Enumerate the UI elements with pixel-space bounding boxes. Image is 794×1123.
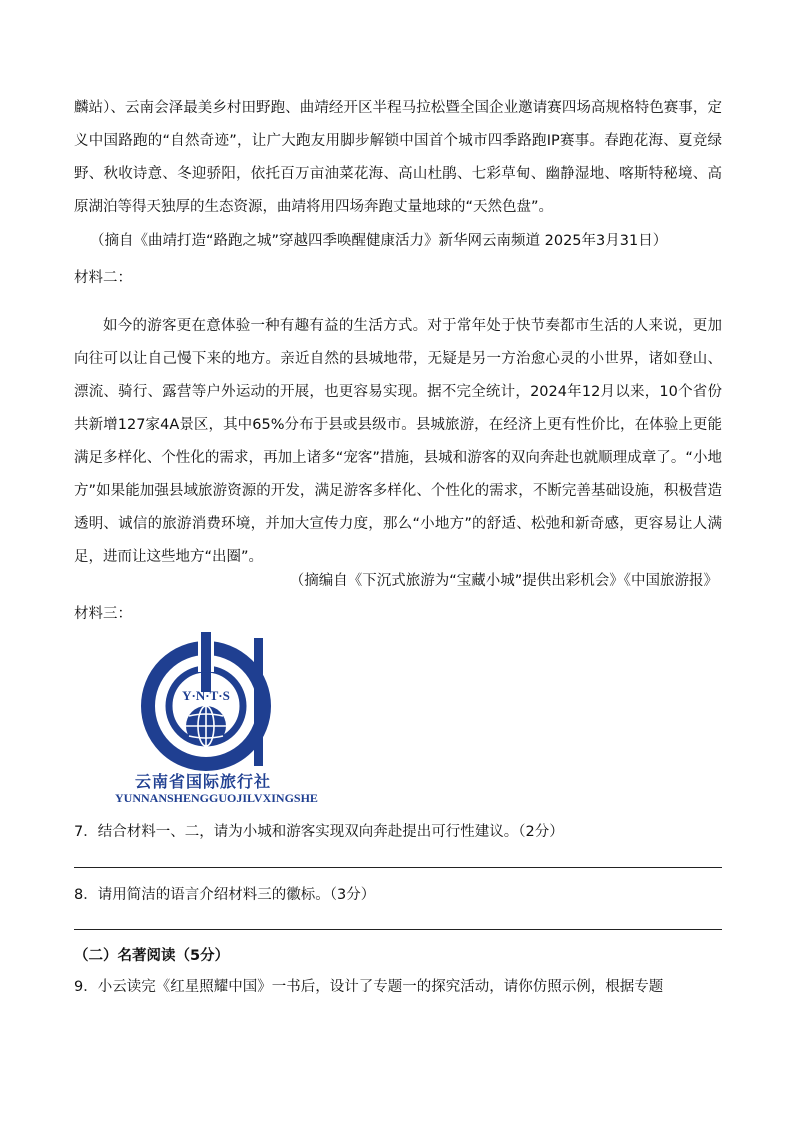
material3-heading: 材料三： xyxy=(74,606,132,622)
question-7: 7．结合材料一、二，请为小城和游客实现双向奔赴提出可行性建议。（2分） xyxy=(74,824,564,840)
question-9: 9．小云读完《红星照耀中国》一书后，设计了专题一的探究活动，请你仿照示例，根据专题 xyxy=(74,979,664,995)
logo-name-en: YUNNANSHENGGUOJILVXINGSHE xyxy=(115,791,318,805)
question-8: 8．请用简洁的语言介绍材料三的徽标。（3分） xyxy=(74,887,376,903)
logo-name-cn: 云南省国际旅行社 xyxy=(135,772,272,791)
material2-paragraph: 如今的游客更在意体验一种有趣有益的生活方式。对于常年处于快节奏都市生活的人来说，更加向往可以让自己慢下来的地方。亲近自然的县城地带，无疑是另一方治愈心灵的小世界，诸如登山、漂流、骑行、露营等户外运动的开展，也更容易实现。据不完全统计，2024年12月以来，10个省份共新增127家4A景区，其中65%分布于县或县级市。县城旅游，在经济上更有性价比，在体验上更能满足多样化、个性化的需求，再加上诸多“宠客”措施，县城和游客的双向奔赴也就顺理成章了。“小地方”如果能加强县域旅游资源的开发，满足游客多样化、个性化的需求，不断完善基础设施，积极营造透明、诚信的旅游消费环境，并加大宣传力度，那么“小地方”的舒适、松弛和新奇感，更容易让人满足，进而让这些地方“出圈”。 xyxy=(74,318,722,565)
section-heading-2: （二）名著阅读（5分） xyxy=(74,948,230,964)
logo-letters: Y·N·T·S xyxy=(182,688,230,703)
answer-line-7 xyxy=(74,867,722,868)
material2-heading: 材料二： xyxy=(74,270,132,286)
answer-line-8 xyxy=(74,929,722,930)
material2-source: （摘编自《下沉式旅游为“宝藏小城”提供出彩机会》《中国旅游报》 xyxy=(289,573,718,589)
material1-source: （摘自《曲靖打造“路跑之城”穿越四季唤醒健康活力》新华网云南频道 2025年3月31日） xyxy=(90,233,668,249)
material1-paragraph: 麟站）、云南会泽最美乡村田野跑、曲靖经开区半程马拉松暨全国企业邀请赛四场高规格特色赛事，定义中国路跑的“自然奇迹”，让广大跑友用脚步解锁中国首个城市四季路跑IP赛事。春跑花海、夏竞绿野、秋收诗意、冬迎骄阳，依托百万亩油菜花海、高山杜鹃、七彩草甸、幽静湿地、喀斯特秘境、高原湖泊等得天独厚的生态资源，曲靖将用四场奔跑丈量地球的“天然色盘”。 xyxy=(74,100,722,215)
